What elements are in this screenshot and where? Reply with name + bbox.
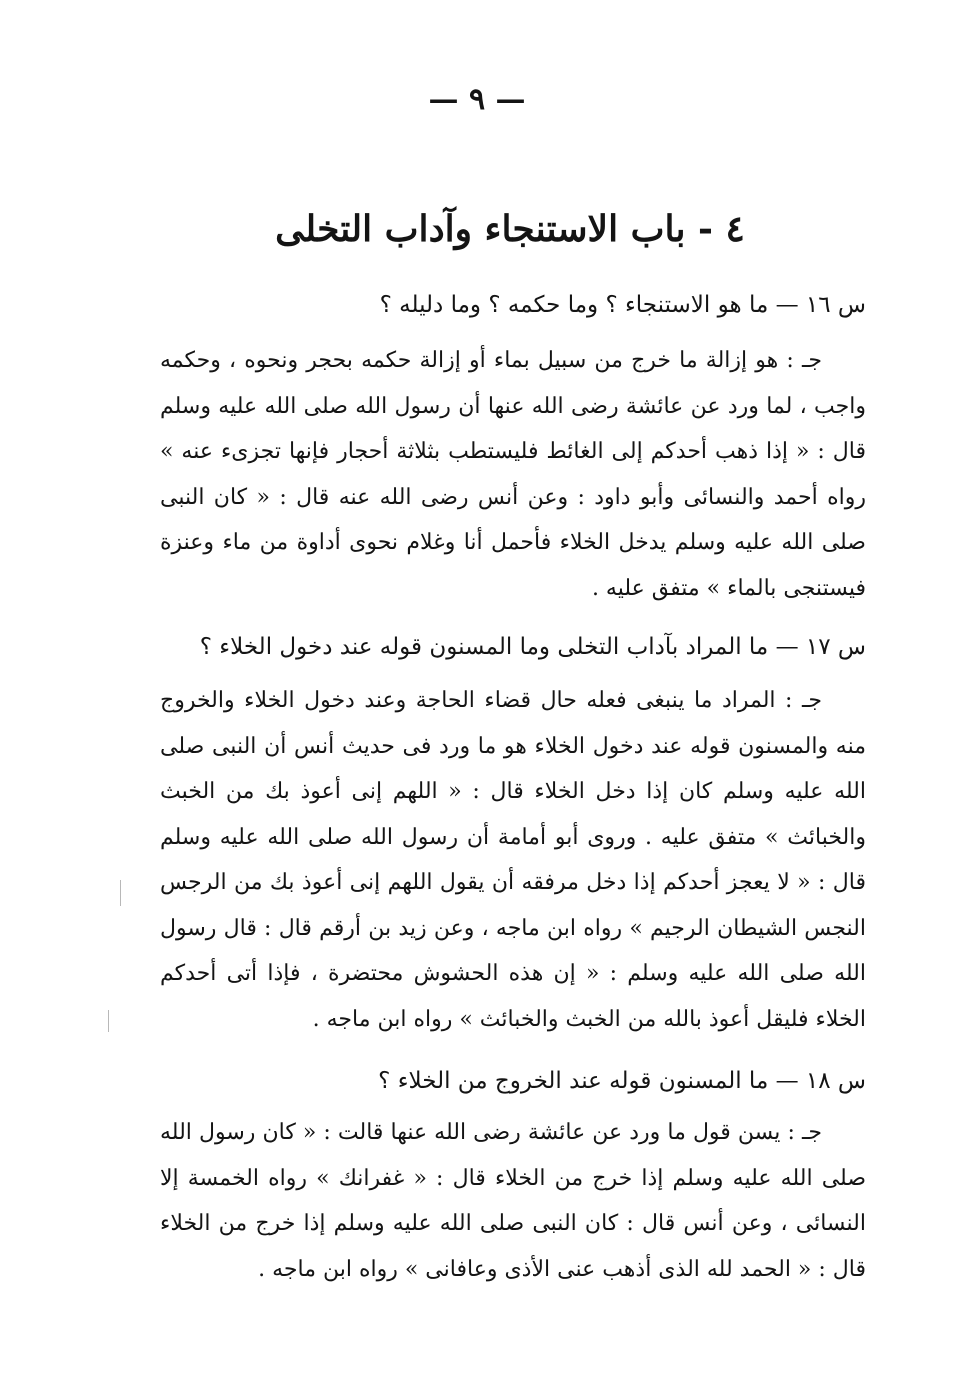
answer-18-text: جـ : يسن قول ما ورد عن عائشة رضى الله عنها قالت : « كان رسول الله صلى الله عليه وسلم إذا خرج من الخلاء قال : « غفرانك » رواه الخمسة إلا النسائى ، وعن أنس قال : كان النبى صلى الله عليه وسلم إذا خرج من الخلاء قال : « الحمد لله الذى أذهب عنى الأذى وعافانى » رواه ابن ماجه . bbox=[160, 1120, 866, 1282]
scan-margin-mark bbox=[108, 1010, 109, 1032]
question-16: س ١٦ — ما هو الاستنجاء ؟ وما حكمه ؟ وما دليله ؟ bbox=[379, 292, 866, 318]
answer-18 bbox=[160, 1110, 866, 1292]
page-number: — ٩ — bbox=[428, 82, 526, 117]
answer-16-text: جـ : هو إزالة ما خرج من سبيل بماء أو إزالة حكمه بحجر ونحوه ، وحكمه واجب ، لما ورد عن عائشة رضى الله عنها أن رسول الله صلى الله عليه وسلم قال : « إذا ذهب أحدكم إلى الغائط فليستطب بثلاثة أحجار فإنها تجزىء عنه » رواه أحمد والنسائى وأبو داود : وعن أنس رضى الله عنه قال : « كان النبى صلى الله عليه وسلم يدخل الخلاء فأحمل أنا وغلام نحوى أداوة من ماء وعنزة فيستنجى بالماء » متفق عليه . bbox=[160, 348, 866, 601]
question-17: س ١٧ — ما المراد بآداب التخلى وما المسنون قوله عند دخول الخلاء ؟ bbox=[199, 634, 866, 660]
answer-17 bbox=[160, 678, 866, 1042]
answer-17-text: جـ : المراد ما ينبغى فعله حال قضاء الحاجة وعند دخول الخلاء والخروج منه والمسنون قوله عند دخول الخلاء هو ما ورد فى حديث أنس أن النبى صلى الله عليه وسلم كان إذا دخل الخلاء قال : « اللهم إنى أعوذ بك من الخبث والخبائث » متفق عليه . وروى أبو أمامة أن رسول الله صلى الله عليه وسلم قال : « لا يعجز أحدكم إذا دخل مرفقه أن يقول اللهم إنى أعوذ بك من الرجس النجس الشيطان الرجيم » رواه ابن ماجه ، وعن زيد بن أرقم قال : قال رسول الله صلى الله عليه وسلم : « إن هذه الحشوش محتضرة ، فإذا أتى أحدكم الخلاء فليقل أعوذ بالله من الخبث والخبائث » رواه ابن ماجه . bbox=[160, 688, 866, 1032]
scan-margin-mark bbox=[120, 880, 121, 906]
question-18: س ١٨ — ما المسنون قوله عند الخروج من الخلاء ؟ bbox=[378, 1068, 866, 1094]
answer-16 bbox=[160, 338, 866, 611]
chapter-title: ٤ - باب الاستنجاء وآداب التخلى bbox=[275, 208, 745, 250]
